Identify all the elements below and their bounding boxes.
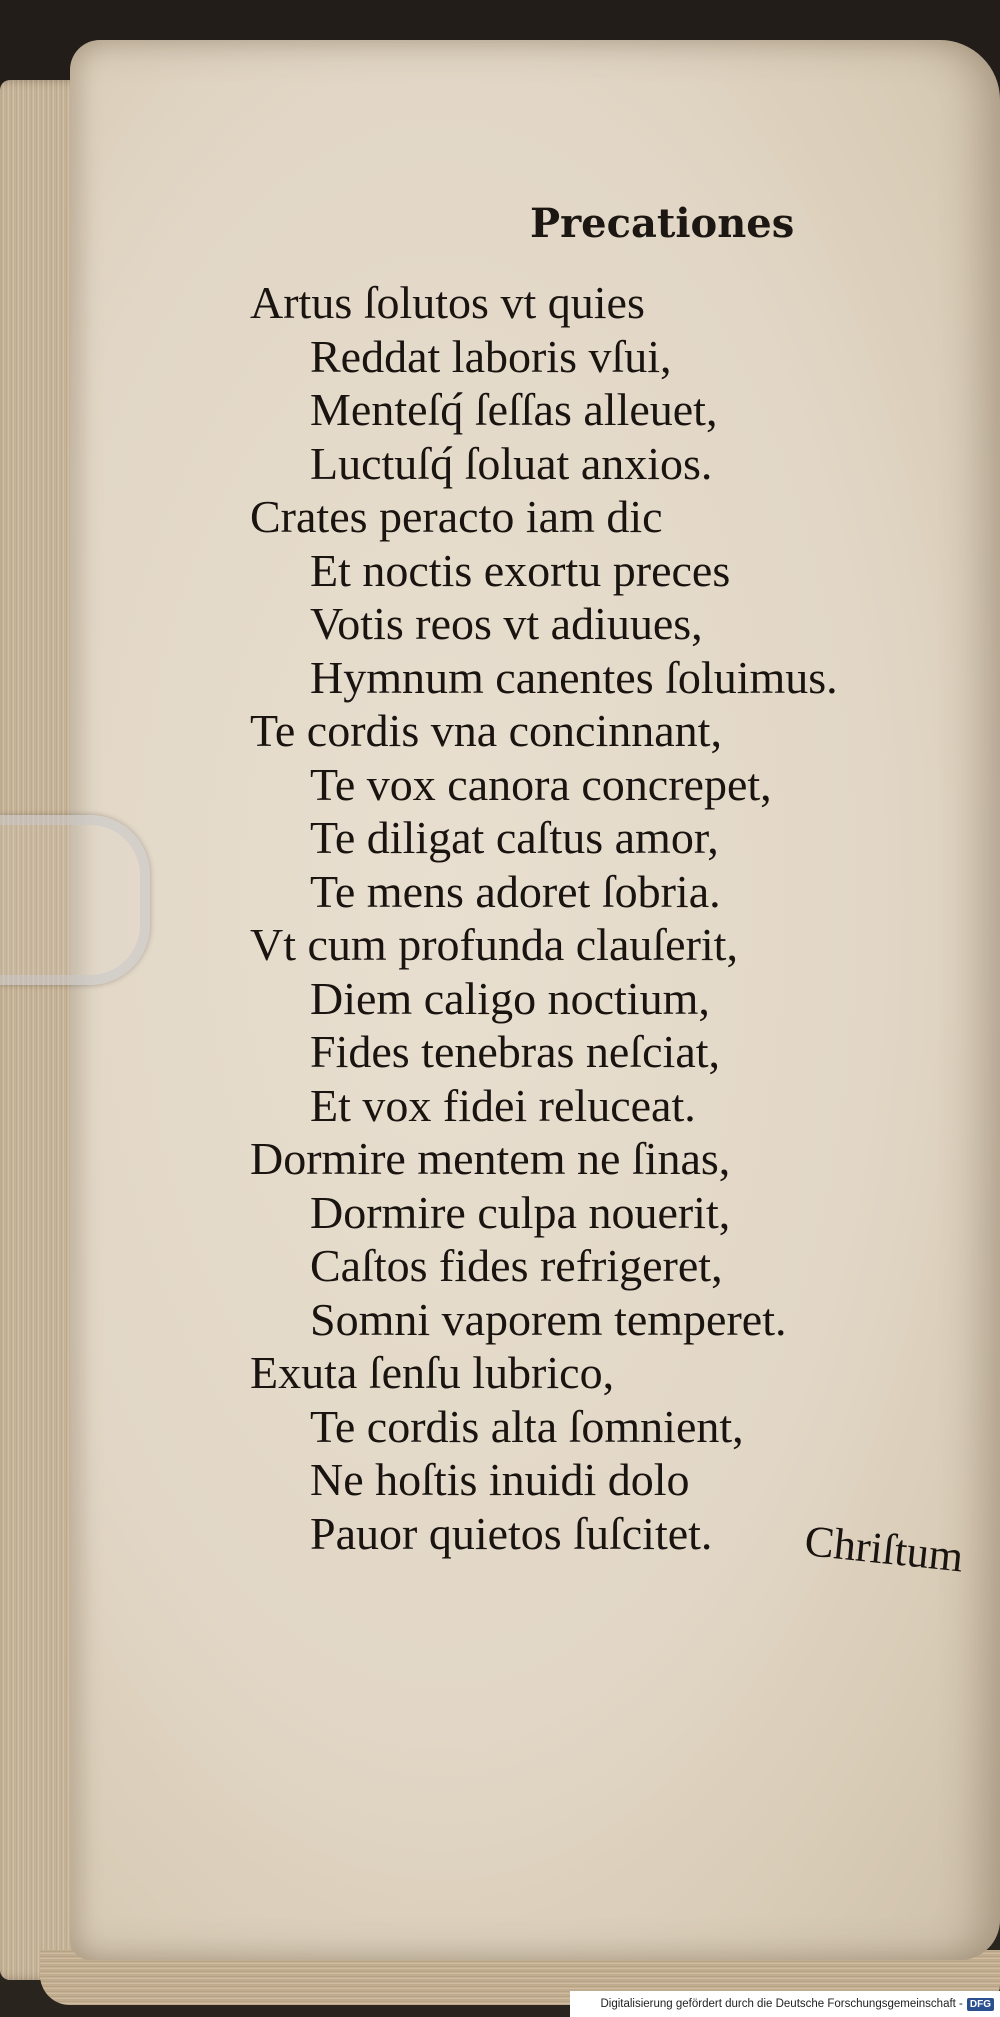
verse-line: Te diligat caſtus amor,	[310, 812, 719, 863]
verse-line: Votis reos vt adiuues,	[310, 598, 703, 649]
dfg-logo: DFG	[967, 1998, 994, 2011]
verse-line: Te cordis vna concinnant,	[250, 705, 722, 756]
verse-line: Et vox fidei reluceat.	[310, 1079, 696, 1131]
verse-line: Somni vaporem temperet.	[310, 1293, 787, 1345]
verse-line: Reddat laboris vſui,	[310, 330, 672, 382]
verse-line: Pauor quietos ſuſcitet.	[310, 1507, 713, 1559]
footer-credit: Digitalisierung gefördert durch die Deutsche Forschungsgemeinschaft -	[600, 1998, 963, 2010]
verse-line: Te mens adoret ſobria.	[310, 865, 721, 917]
hymn-text	[250, 276, 950, 1560]
verse-line: Vt cum profunda clauſerit,	[250, 919, 738, 970]
verse-line: Diem caligo noctium,	[310, 972, 710, 1024]
verse-line: Dormire culpa nouerit,	[310, 1186, 731, 1238]
verse-line: Caſtos fides refrigeret,	[310, 1240, 723, 1291]
digitization-footer	[570, 1991, 1000, 2017]
verse-line: Exuta ſenſu lubrico,	[250, 1347, 615, 1398]
page-clip	[0, 815, 150, 985]
verse-line: Te cordis alta ſomnient,	[310, 1400, 744, 1452]
verse-line: Menteſq́ ſeſſas alleuet,	[310, 384, 718, 435]
catchword: Chriſtum	[802, 1516, 966, 1582]
verse-line: Hymnum canentes ſoluimus.	[310, 651, 838, 703]
verse-line: Crates peracto iam dic	[250, 491, 663, 542]
verse-line: Artus ſolutos vt quies	[250, 277, 645, 328]
running-header: Precationes	[530, 200, 795, 247]
verse-line: Ne hoſtis inuidi dolo	[310, 1454, 690, 1505]
verse-line: Luctuſq́ ſoluat anxios.	[310, 437, 713, 489]
verse-line: Fides tenebras neſciat,	[310, 1026, 721, 1077]
verse-line: Te vox canora concrepet,	[310, 758, 772, 810]
verse-line: Dormire mentem ne ſinas,	[250, 1133, 731, 1184]
verse-line: Et noctis exortu preces	[310, 544, 731, 596]
